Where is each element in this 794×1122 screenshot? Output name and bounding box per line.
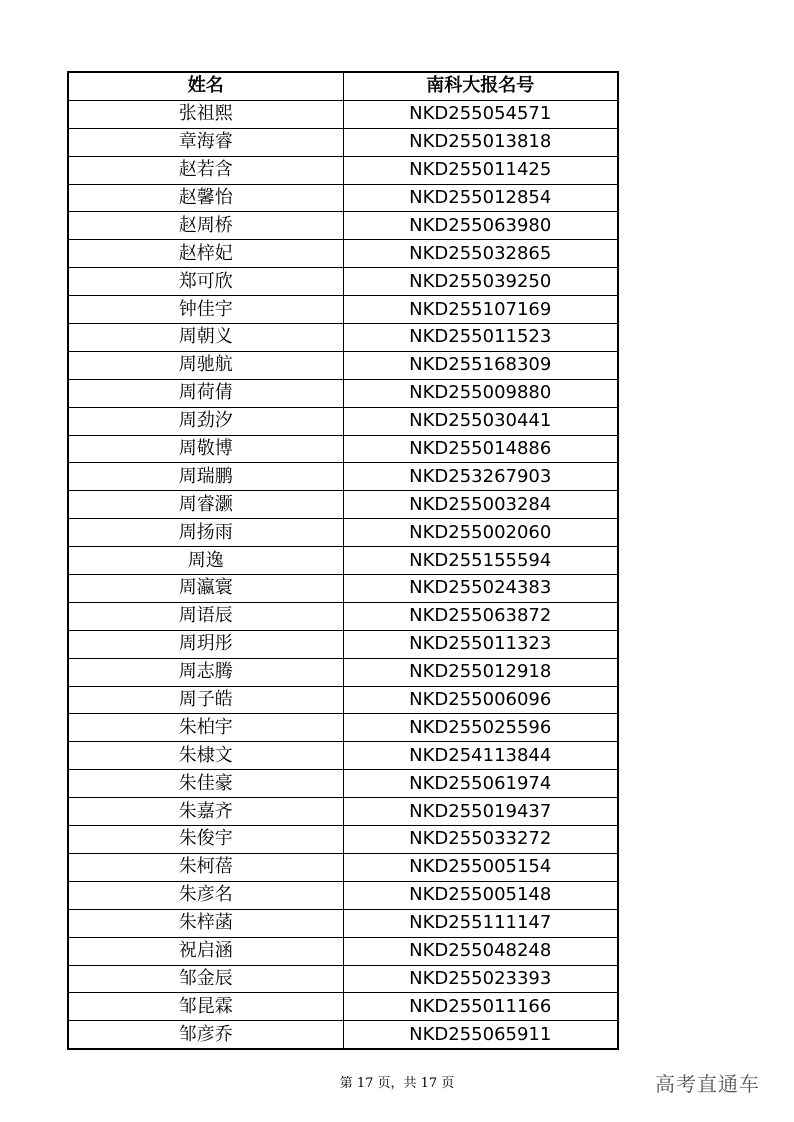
table-row — [68, 100, 618, 128]
cell-name: 朱俊宇 — [68, 826, 343, 854]
table-row — [68, 128, 618, 156]
table-row — [68, 575, 618, 603]
table-body — [68, 100, 618, 1049]
cell-name: 郑可欣 — [68, 268, 343, 296]
cell-name: 朱柯蓓 — [68, 853, 343, 881]
cell-registration-id: NKD255005148 — [343, 881, 618, 909]
cell-name: 周荷倩 — [68, 379, 343, 407]
cell-name: 周朝义 — [68, 324, 343, 352]
cell-name: 朱梓菡 — [68, 909, 343, 937]
table-row — [68, 240, 618, 268]
cell-registration-id: NKD255065911 — [343, 1021, 618, 1049]
table-row — [68, 351, 618, 379]
table-row — [68, 965, 618, 993]
cell-name: 朱嘉齐 — [68, 798, 343, 826]
cell-registration-id: NKD255033272 — [343, 826, 618, 854]
header-registration-id: 南科大报名号 — [343, 72, 618, 100]
cell-registration-id: NKD255039250 — [343, 268, 618, 296]
cell-registration-id: NKD255024383 — [343, 575, 618, 603]
cell-registration-id: NKD255032865 — [343, 240, 618, 268]
table-header-row — [68, 72, 618, 100]
table-row — [68, 156, 618, 184]
cell-name: 周瑞鹏 — [68, 463, 343, 491]
table-row — [68, 937, 618, 965]
cell-registration-id: NKD255014886 — [343, 435, 618, 463]
table-row — [68, 1021, 618, 1049]
cell-name: 朱彦名 — [68, 881, 343, 909]
cell-name: 章海睿 — [68, 128, 343, 156]
cell-registration-id: NKD255011425 — [343, 156, 618, 184]
table-row — [68, 324, 618, 352]
cell-name: 钟佳宇 — [68, 296, 343, 324]
cell-registration-id: NKD255063980 — [343, 212, 618, 240]
table-row — [68, 881, 618, 909]
cell-name: 周语辰 — [68, 602, 343, 630]
cell-name: 邹彦乔 — [68, 1021, 343, 1049]
table-row — [68, 993, 618, 1021]
cell-name: 朱佳豪 — [68, 770, 343, 798]
cell-name: 周子皓 — [68, 686, 343, 714]
cell-registration-id: NKD255048248 — [343, 937, 618, 965]
cell-name: 祝启涵 — [68, 937, 343, 965]
table-row — [68, 435, 618, 463]
cell-registration-id: NKD255023393 — [343, 965, 618, 993]
cell-name: 张祖熙 — [68, 100, 343, 128]
cell-registration-id: NKD255011523 — [343, 324, 618, 352]
table-row — [68, 491, 618, 519]
table-row — [68, 547, 618, 575]
applicant-table — [67, 71, 619, 1050]
cell-name: 周志腾 — [68, 658, 343, 686]
cell-registration-id: NKD255012918 — [343, 658, 618, 686]
cell-registration-id: NKD255030441 — [343, 407, 618, 435]
cell-registration-id: NKD255013818 — [343, 128, 618, 156]
table-row — [68, 658, 618, 686]
cell-registration-id: NKD255011166 — [343, 993, 618, 1021]
cell-registration-id: NKD255155594 — [343, 547, 618, 575]
cell-name: 周扬雨 — [68, 519, 343, 547]
cell-registration-id: NKD255061974 — [343, 770, 618, 798]
table-row — [68, 184, 618, 212]
table-row — [68, 742, 618, 770]
table-row — [68, 714, 618, 742]
cell-registration-id: NKD255107169 — [343, 296, 618, 324]
cell-registration-id: NKD255025596 — [343, 714, 618, 742]
cell-name: 周逸 — [68, 547, 343, 575]
table-row — [68, 798, 618, 826]
cell-registration-id: NKD255063872 — [343, 602, 618, 630]
cell-name: 赵若含 — [68, 156, 343, 184]
table-row — [68, 212, 618, 240]
cell-registration-id: NKD255111147 — [343, 909, 618, 937]
cell-registration-id: NKD255003284 — [343, 491, 618, 519]
cell-name: 邹昆霖 — [68, 993, 343, 1021]
cell-name: 赵梓妃 — [68, 240, 343, 268]
cell-registration-id: NKD255019437 — [343, 798, 618, 826]
table-row — [68, 826, 618, 854]
cell-registration-id: NKD255006096 — [343, 686, 618, 714]
table-row — [68, 379, 618, 407]
cell-name: 周劲汐 — [68, 407, 343, 435]
cell-registration-id: NKD255005154 — [343, 853, 618, 881]
cell-registration-id: NKD254113844 — [343, 742, 618, 770]
cell-registration-id: NKD255168309 — [343, 351, 618, 379]
cell-registration-id: NKD255054571 — [343, 100, 618, 128]
cell-name: 朱柏宇 — [68, 714, 343, 742]
table-row — [68, 268, 618, 296]
table-row — [68, 686, 618, 714]
cell-name: 周驰航 — [68, 351, 343, 379]
table-row — [68, 770, 618, 798]
cell-registration-id: NKD255011323 — [343, 630, 618, 658]
cell-name: 赵周桥 — [68, 212, 343, 240]
header-name: 姓名 — [68, 72, 343, 100]
cell-registration-id: NKD255002060 — [343, 519, 618, 547]
watermark-text: 高考直通车 — [655, 1072, 760, 1096]
cell-name: 周敬博 — [68, 435, 343, 463]
page-number-footer: 第 17 页，共 17 页 — [339, 1076, 455, 1091]
cell-registration-id: NKD253267903 — [343, 463, 618, 491]
cell-name: 朱棣文 — [68, 742, 343, 770]
cell-name: 邹金辰 — [68, 965, 343, 993]
table-row — [68, 853, 618, 881]
cell-name: 周玥彤 — [68, 630, 343, 658]
table-row — [68, 296, 618, 324]
table-row — [68, 463, 618, 491]
cell-name: 赵馨怡 — [68, 184, 343, 212]
table-row — [68, 602, 618, 630]
table-row — [68, 909, 618, 937]
table-row — [68, 407, 618, 435]
table-row — [68, 519, 618, 547]
table-row — [68, 630, 618, 658]
cell-registration-id: NKD255012854 — [343, 184, 618, 212]
cell-name: 周睿灏 — [68, 491, 343, 519]
cell-name: 周瀛寰 — [68, 575, 343, 603]
cell-registration-id: NKD255009880 — [343, 379, 618, 407]
